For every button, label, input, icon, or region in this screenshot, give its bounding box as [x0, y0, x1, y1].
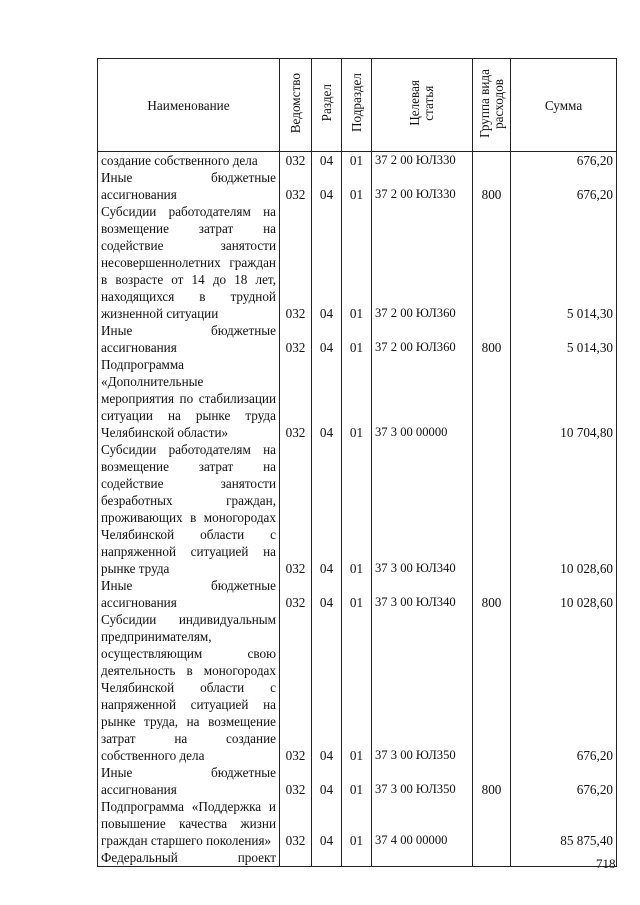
- header-subsection: Подраздел: [342, 59, 372, 152]
- row-sum: 5 014,30: [511, 203, 617, 322]
- row-target: 37 2 00 ЮЛ360: [372, 322, 473, 356]
- row-agency: 032: [280, 152, 312, 170]
- row-agency: 032: [280, 356, 312, 441]
- table-row: [98, 798, 617, 849]
- row-section: 04: [312, 577, 342, 611]
- row-agency: 032: [280, 764, 312, 798]
- table-row: [98, 322, 617, 356]
- row-sum: 10 704,80: [511, 356, 617, 441]
- row-subsection: 01: [342, 441, 372, 577]
- row-agency: 032: [280, 441, 312, 577]
- row-agency: 032: [280, 611, 312, 764]
- row-target: 37 3 00 ЮЛ340: [372, 577, 473, 611]
- row-subsection: 01: [342, 152, 372, 170]
- row-name: [98, 849, 280, 867]
- table-row: [98, 764, 617, 798]
- row-subsection: 01: [342, 611, 372, 764]
- row-target: 37 2 00 ЮЛ360: [372, 203, 473, 322]
- row-group: [473, 441, 511, 577]
- row-section: 04: [312, 152, 342, 170]
- row-sum: 10 028,60: [511, 441, 617, 577]
- row-agency: 032: [280, 322, 312, 356]
- row-group: [473, 203, 511, 322]
- row-name: Иные бюджетные ассигнования: [98, 169, 280, 203]
- row-section: 04: [312, 441, 342, 577]
- row-sum: 676,20: [511, 611, 617, 764]
- header-target: Целевая статья: [372, 59, 473, 152]
- row-name: Субсидии работодателям на возмещение затрат на содействие занятости несовершеннолетних граждан в возрасте от 14 до 18 лет, находящихся в трудной жизненной ситуации: [98, 203, 280, 322]
- row-target: 37 3 00 ЮЛ350: [372, 764, 473, 798]
- row-name: Субсидии работодателям на возмещение затрат на содействие занятости безработных граждан, проживающих в моногородах Челябинской области с напряженной ситуацией на рынке труда: [98, 441, 280, 577]
- row-target: [372, 849, 473, 867]
- row-sum: 5 014,30: [511, 322, 617, 356]
- row-group: [473, 152, 511, 170]
- table-row: [98, 152, 617, 170]
- row-sum: 85 875,40: [511, 798, 617, 849]
- row-subsection: [342, 849, 372, 867]
- header-agency: Ведомство: [280, 59, 312, 152]
- row-subsection: 01: [342, 356, 372, 441]
- row-agency: 032: [280, 203, 312, 322]
- row-group: 800: [473, 322, 511, 356]
- row-target: 37 4 00 00000: [372, 798, 473, 849]
- row-target: 37 2 00 ЮЛ330: [372, 169, 473, 203]
- row-name: Иные бюджетные ассигнования: [98, 322, 280, 356]
- header-section: Раздел: [312, 59, 342, 152]
- row-target: 37 3 00 00000: [372, 356, 473, 441]
- row-section: 04: [312, 764, 342, 798]
- row-group: [473, 849, 511, 867]
- row-section: [312, 849, 342, 867]
- table-row: [98, 849, 617, 867]
- row-agency: 032: [280, 169, 312, 203]
- table-header: [98, 59, 617, 152]
- header-name: Наименование: [98, 59, 280, 152]
- header-expense-group: Группа вида расходов: [473, 59, 511, 152]
- row-sum: 676,20: [511, 152, 617, 170]
- row-group: 800: [473, 577, 511, 611]
- row-name: Подпрограмма «Поддержка и повышение качества жизни граждан старшего поколения»: [98, 798, 280, 849]
- row-subsection: 01: [342, 169, 372, 203]
- row-subsection: 01: [342, 203, 372, 322]
- row-section: 04: [312, 169, 342, 203]
- row-subsection: 01: [342, 798, 372, 849]
- row-agency: [280, 849, 312, 867]
- row-name: Иные бюджетные ассигнования: [98, 764, 280, 798]
- table-row: [98, 169, 617, 203]
- row-name-text: Федеральный проект: [101, 850, 276, 865]
- budget-table: [97, 58, 617, 867]
- row-section: 04: [312, 203, 342, 322]
- row-section: 04: [312, 322, 342, 356]
- table-row: [98, 577, 617, 611]
- row-group: [473, 356, 511, 441]
- table-row: [98, 203, 617, 322]
- row-name: Подпрограмма «Дополнительные мероприятия по стабилизации ситуации на рынке труда Челябинской области»: [98, 356, 280, 441]
- row-group: [473, 798, 511, 849]
- header-sum: Сумма: [511, 59, 617, 152]
- row-name: Субсидии индивидуальным предпринимателям, осуществляющим свою деятельность в моногородах Челябинской области с напряженной ситуацией на рынке труда, на возмещение затрат на создание собственного дела: [98, 611, 280, 764]
- row-sum: 676,20: [511, 764, 617, 798]
- row-name: создание собственного дела: [98, 152, 280, 170]
- table-row: [98, 356, 617, 441]
- row-name: Иные бюджетные ассигнования: [98, 577, 280, 611]
- row-agency: 032: [280, 577, 312, 611]
- row-agency: 032: [280, 798, 312, 849]
- row-section: 04: [312, 356, 342, 441]
- row-section: 04: [312, 798, 342, 849]
- row-subsection: 01: [342, 764, 372, 798]
- row-sum: 676,20: [511, 169, 617, 203]
- row-target: 37 3 00 ЮЛ350: [372, 611, 473, 764]
- row-target: 37 3 00 ЮЛ340: [372, 441, 473, 577]
- row-target: 37 2 00 ЮЛ330: [372, 152, 473, 170]
- table-row: [98, 441, 617, 577]
- row-subsection: 01: [342, 577, 372, 611]
- row-subsection: 01: [342, 322, 372, 356]
- row-group: 800: [473, 169, 511, 203]
- row-sum: 10 028,60: [511, 577, 617, 611]
- row-section: 04: [312, 611, 342, 764]
- table-row: [98, 611, 617, 764]
- row-group: [473, 611, 511, 764]
- row-group: 800: [473, 764, 511, 798]
- page-number: 718: [596, 856, 616, 871]
